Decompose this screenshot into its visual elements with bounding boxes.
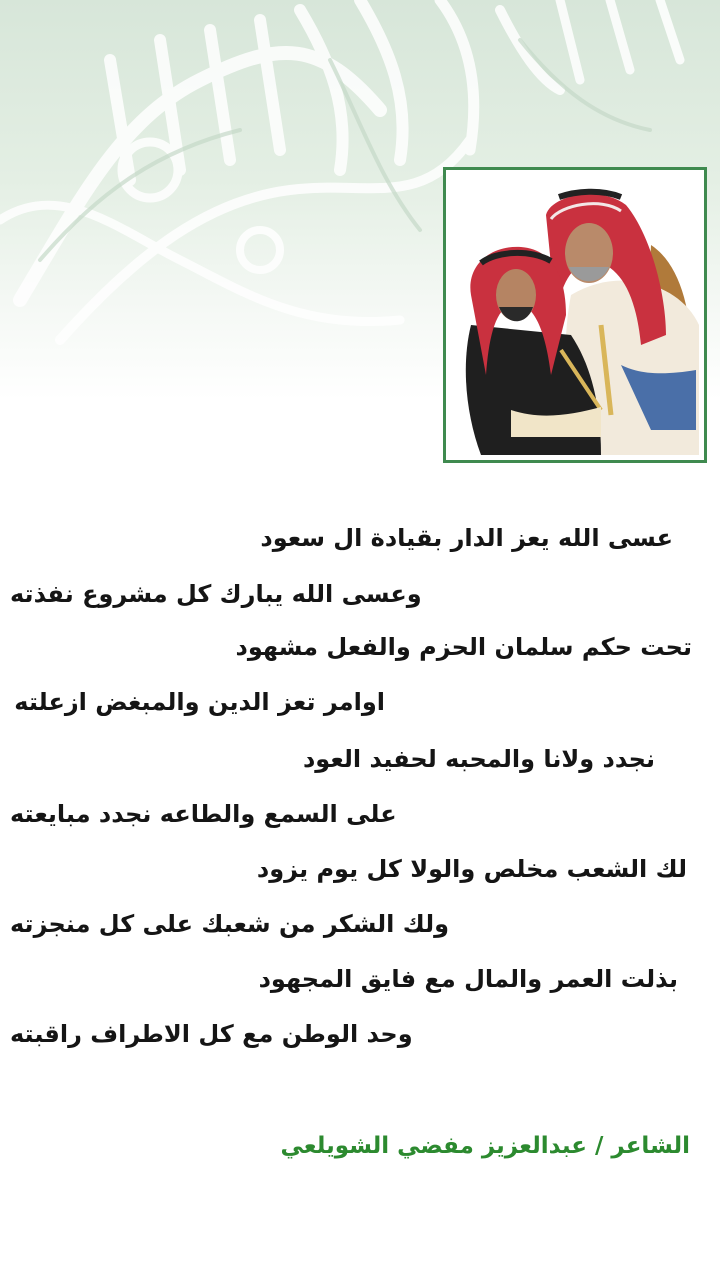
poem-line: بذلت العمر والمال مع فايق المجهود [258,965,678,993]
poem-line: وعسى الله يبارك كل مشروع نفذته [10,580,422,608]
poem-line: عسى الله يعز الدار بقيادة ال سعود [260,524,673,552]
poem-line: وحد الوطن مع كل الاطراف راقبته [10,1020,413,1048]
poem-line: لك الشعب مخلص والولا كل يوم يزود [256,855,687,883]
poet-signature: الشاعر / عبدالعزيز مفضي الشويلعي [280,1133,690,1159]
poem-line: اوامر تعز الدين والمبغض ازعلته [14,688,385,716]
poem-line: نجدد ولانا والمحبه لحفيد العود [302,745,655,773]
poem-line: على السمع والطاعه نجدد مبايعته [10,800,397,828]
poem-line: ولك الشكر من شعبك على كل منجزته [10,910,450,938]
poem-line: تحت حكم سلمان الحزم والفعل مشهود [235,633,692,661]
